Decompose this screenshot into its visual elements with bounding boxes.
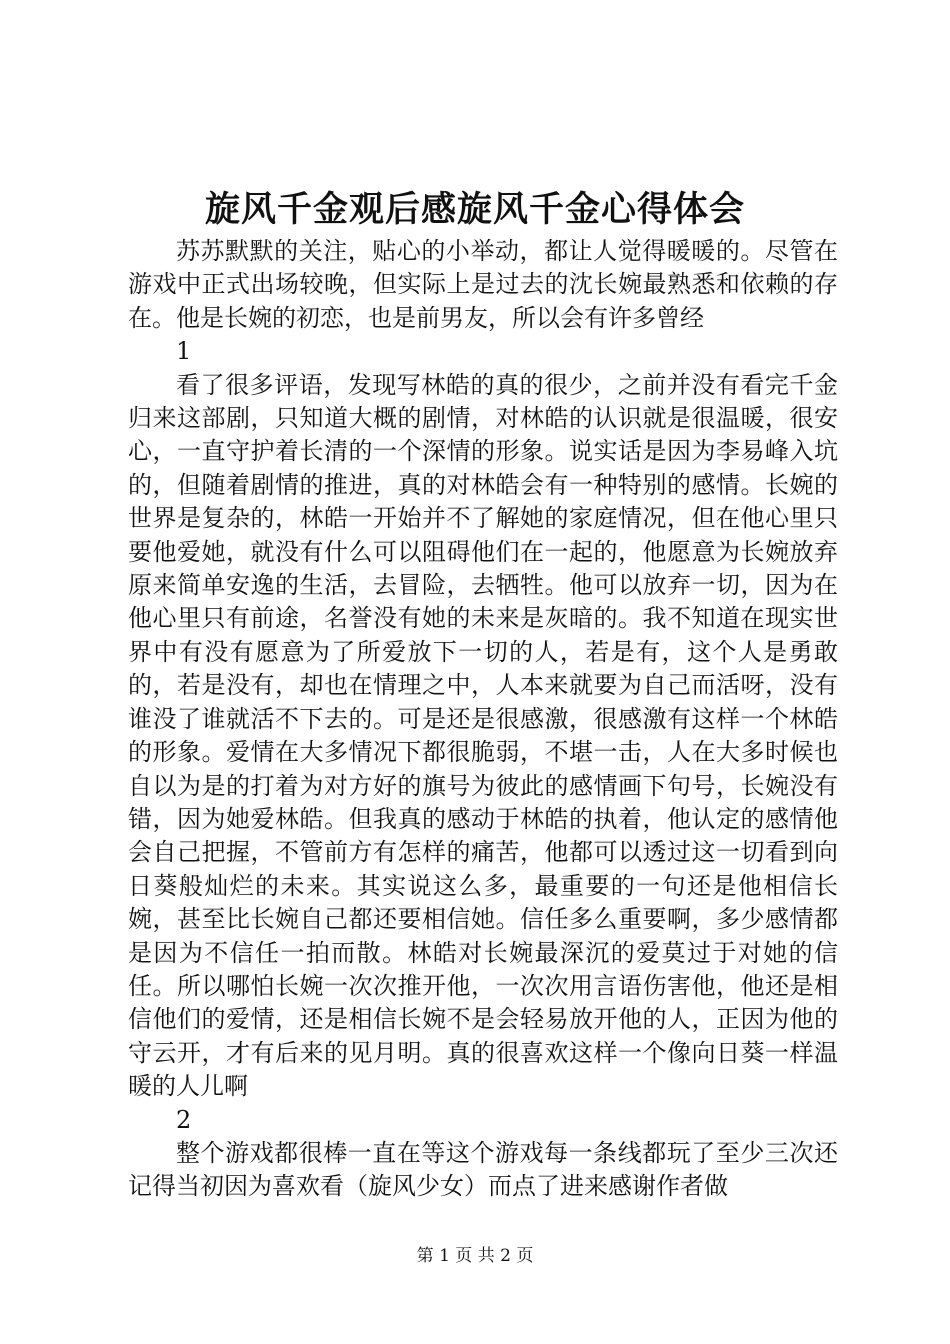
- section-number-1: 1: [176, 337, 192, 366]
- paragraph-3: 整个游戏都很棒一直在等这个游戏每一条线都玩了至少三次还记得当初因为喜欢看（旋风少女）而点了进来感谢作者做: [128, 1138, 838, 1201]
- paragraph-2: 看了很多评语，发现写林皓的真的很少，之前并没有看完千金归来这部剧，只知道大概的剧情，对林皓的认识就是很温暖，很安心，一直守护着长清的一个深情的形象。说实话是因为李易峰入坑的，但随着剧情的推进，真的对林皓会有一种特别的感情。长婉的世界是复杂的，林皓一开始并不了解她的家庭情况，但在他心里只要他爱她，就没有什么可以阻碍他们在一起的，他愿意为长婉放弃原来简单安逸的生活，去冒险，去牺牲。他可以放弃一切，因为在他心里只有前途，名誉没有她的未来是灰暗的。我不知道在现实世界中有没有愿意为了所爱放下一切的人，若是有，这个人是勇敢的，若是没有，却也在情理之中，人本来就要为自己而活呀，没有谁没了谁就活不下去的。可是还是很感激，很感激有这样一个林皓的形象。爱情在大多情况下都很脆弱，不堪一击，人在大多时候也自以为是的打着为对方好的旗号为彼此的感情画下句号，长婉没有错，因为她爱林皓。但我真的感动于林皓的执着，他认定的感情他会自己把握，不管前方有怎样的痛苦，他都可以透过这一切看到向日葵般灿烂的未来。其实说这么多，最重要的一句还是他相信长婉，甚至比长婉自己都还要相信她。信任多么重要啊，多少感情都是因为不信任一拍而散。林皓对长婉最深沉的爱莫过于对她的信任。所以哪怕长婉一次次推开他，一次次用言语伤害他，他还是相信他们的爱情，还是相信长婉不是会轻易放开他的人，正因为他的守云开，才有后来的见月明。真的很喜欢这样一个像向日葵一样温暖的人儿啊: [128, 370, 838, 1101]
- paragraph-1: 苏苏默默的关注，贴心的小举动，都让人觉得暖暖的。尽管在游戏中正式出场较晚，但实际上是过去的沈长婉最熟悉和依赖的存在。他是长婉的初恋，也是前男友，所以会有许多曾经: [128, 237, 838, 332]
- page-footer: 第 1 页 共 2 页: [416, 1246, 534, 1266]
- document-title: 旋风千金观后感旋风千金心得体会: [204, 189, 745, 230]
- document-body: [128, 235, 838, 1204]
- section-number-2: 2: [176, 1105, 192, 1134]
